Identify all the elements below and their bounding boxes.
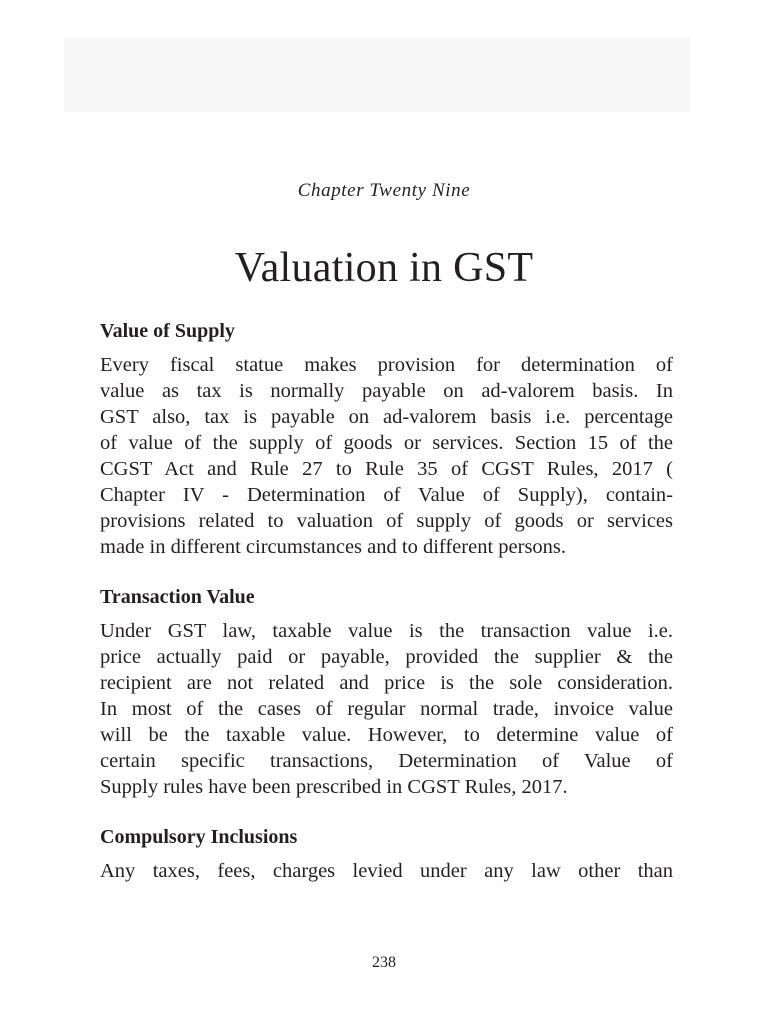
page-content [100, 318, 673, 908]
section-value-of-supply [100, 318, 673, 560]
section-heading: Transaction Value [100, 586, 255, 608]
paragraph-line: Any taxes, fees, charges levied under any law other than [100, 860, 673, 882]
section-paragraph [100, 858, 673, 884]
paragraph-line: will be the taxable value. However, to determine value of [100, 724, 673, 746]
paragraph-line: price actually paid or payable, provided the supplier & the [100, 646, 673, 668]
section-transaction-value [100, 584, 673, 800]
paragraph-line: of value of the supply of goods or services. Section 15 of the [100, 432, 673, 454]
section-compulsory-inclusions [100, 824, 673, 884]
paragraph-line: certain specific transactions, Determination of Value of [100, 750, 673, 772]
chapter-label: Chapter Twenty Nine [297, 180, 471, 201]
paragraph-line: Chapter IV - Determination of Value of Supply), contain- [100, 484, 673, 506]
section-paragraph [100, 352, 673, 560]
paragraph-line: recipient are not related and price is the sole consideration. [100, 672, 673, 694]
paragraph-line: Under GST law, taxable value is the transaction value i.e. [100, 620, 673, 642]
paragraph-line: Supply rules have been prescribed in CGST Rules, 2017. [100, 776, 568, 798]
paragraph-line: GST also, tax is payable on ad-valorem basis i.e. percentage [100, 406, 673, 428]
paragraph-line: provisions related to valuation of supply of goods or services [100, 510, 673, 532]
page-number: 238 [372, 954, 396, 971]
paragraph-line: CGST Act and Rule 27 to Rule 35 of CGST Rules, 2017 ( [100, 458, 673, 480]
paragraph-line: made in different circumstances and to different persons. [100, 536, 567, 558]
section-heading: Value of Supply [100, 320, 235, 342]
header-band [64, 38, 690, 112]
chapter-title: Valuation in GST [234, 245, 534, 291]
paragraph-line: In most of the cases of regular normal trade, invoice value [100, 698, 673, 720]
paragraph-line: value as tax is normally payable on ad-valorem basis. In [100, 380, 673, 402]
section-paragraph [100, 618, 673, 800]
paragraph-line: Every fiscal statue makes provision for determination of [100, 354, 673, 376]
section-heading: Compulsory Inclusions [100, 826, 298, 848]
